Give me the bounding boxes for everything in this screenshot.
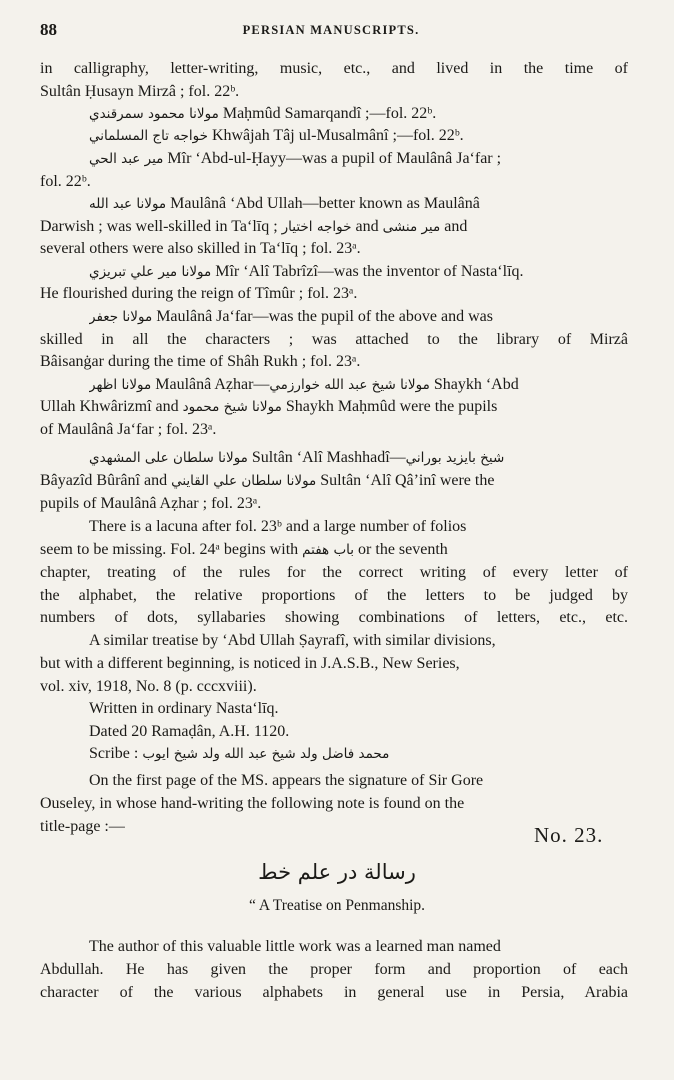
text-line: of Maulânâ Ja‘far ; fol. 23ᵃ. (40, 421, 217, 438)
text-line: several others were also skilled in Ta‘līq ; fol. 23ᵃ. (40, 240, 361, 257)
entry-text: Sultân ‘Alî Qâ’inî were the (320, 472, 495, 489)
text-line (89, 447, 628, 469)
text-line: the alphabet, the relative proportions of the letters to be judged by (40, 587, 628, 604)
entry-title-arabic: رسالة در علم خط (258, 860, 416, 884)
text-line (89, 306, 628, 328)
entry-text: and (444, 218, 468, 235)
text-line (89, 125, 628, 147)
text-line: Written in ordinary Nasta‘līq. (89, 700, 279, 717)
text-line: There is a lacuna after fol. 23ᵇ and a large number of folios (89, 518, 467, 535)
entry-text: and (355, 218, 379, 235)
arabic-name: خواجه اختيار (281, 219, 352, 235)
text-line: skilled in all the characters ; was attached to the library of Mirzâ (40, 331, 628, 348)
arabic-name: مولانا سلطان علي القايني (171, 473, 317, 489)
arabic-name: باب هفتم (302, 542, 355, 558)
entry-title-english: “ A Treatise on Penmanship. (248, 897, 426, 914)
entry-text: Mîr ‘Alî Tabrîzî—was the inventor of Nasta‘līq. (215, 263, 524, 280)
text-line: Bâisanġar during the time of Shâh Rukh ; fol. 23ᵃ. (40, 353, 361, 370)
entry-text: Khwâjah Tâj ul-Musalmânî ;—fol. 22ᵇ. (211, 127, 464, 144)
scribe-label: Scribe : (89, 745, 139, 762)
text-line (89, 261, 628, 283)
arabic-name: مولانا شيخ محمود (182, 399, 282, 415)
page-number: 88 (40, 20, 57, 39)
running-head: PERSIAN MANUSCRIPTS. (242, 23, 420, 37)
text-line: A similar treatise by ‘Abd Ullah Ṣayrafî, with similar divisions, (89, 632, 496, 649)
entry-text: Maulânâ Ja‘far—was the pupil of the above and was (156, 308, 493, 325)
arabic-name: مولانا شيخ عبد الله خوارزمي (269, 377, 430, 393)
text-line (40, 539, 628, 561)
arabic-name: مولانا اظهر (89, 377, 152, 393)
text-line (89, 374, 628, 396)
text-line (89, 103, 628, 125)
text-line: Abdullah. He has given the proper form and proportion of each (40, 961, 628, 978)
entry-text: or the seventh (358, 541, 448, 558)
entry-text: Maulânâ Aẓhar— (155, 376, 270, 393)
text-line: He flourished during the reign of Tîmûr ; fol. 23ᵃ. (40, 285, 358, 302)
entry-number: No. 23. (534, 823, 604, 847)
text-line: pupils of Maulânâ Aẓhar ; fol. 23ᵃ. (40, 495, 262, 512)
arabic-name: مولانا مير علي تبريزي (89, 264, 212, 280)
text-line: fol. 22ᵇ. (40, 173, 91, 190)
entry-text: Maḥmûd Samarqandî ;—fol. 22ᵇ. (222, 105, 437, 122)
arabic-name: مولانا عبد الله (89, 196, 167, 212)
text-line (89, 193, 628, 215)
text-line: The author of this valuable little work was a learned man named (89, 938, 501, 955)
text-line: title-page :— (40, 818, 125, 835)
text-line: Ouseley, in whose hand-writing the following note is found on the (40, 795, 465, 812)
entry-text: Maulânâ ‘Abd Ullah—better known as Maulânâ (170, 195, 480, 212)
text-line: vol. xiv, 1918, No. 8 (p. cccxviii). (40, 678, 257, 695)
arabic-name: محمد فاضل ولد شيخ عبد الله ولد شيخ ايوب (142, 746, 390, 762)
text-line: chapter, treating of the rules for the correct writing of every letter of (40, 564, 628, 581)
text-line: but with a different beginning, is noticed in J.A.S.B., New Series, (40, 655, 460, 672)
text-line: On the first page of the MS. appears the signature of Sir Gore (89, 772, 484, 789)
text-line (40, 396, 628, 418)
entry-text: Bâyazîd Bûrânî and (40, 472, 168, 489)
entry-text: Sultân ‘Alî Mashhadî— (251, 449, 406, 466)
entry-text: seem to be missing. Fol. 24ᵃ begins with (40, 541, 299, 558)
text-line: in calligraphy, letter-writing, music, etc., and lived in the time of (40, 60, 628, 77)
arabic-name: مولانا جعفر (89, 309, 153, 325)
arabic-name: مير منشى (382, 219, 441, 235)
entry-text: Shaykh Maḥmûd were the pupils (285, 398, 498, 415)
arabic-name: مير عبد الحي (89, 151, 164, 167)
entry-text: Mîr ‘Abd-ul-Ḥayy—was a pupil of Maulânâ Ja‘far ; (167, 150, 502, 167)
text-line: Dated 20 Ramaḍân, A.H. 1120. (89, 723, 290, 740)
entry-text: Darwish ; was well-skilled in Ta‘līq ; (40, 218, 278, 235)
arabic-name: شيخ بايزيد بوراني (405, 450, 505, 466)
text-line: Sultân Ḥusayn Mirzâ ; fol. 22ᵇ. (40, 83, 240, 100)
entry-text: Shaykh ‘Abd (433, 376, 519, 393)
text-line (40, 470, 628, 492)
arabic-name: مولانا محمود سمرقندي (89, 106, 219, 122)
text-line (40, 216, 628, 238)
arabic-name: مولانا سلطان على المشهدي (89, 450, 248, 466)
text-line: character of the various alphabets in general use in Persia, Arabia (40, 984, 628, 1001)
text-line (89, 148, 628, 170)
text-line (89, 743, 628, 765)
entry-text: Ullah Khwârizmî and (40, 398, 179, 415)
page-header (40, 20, 622, 42)
text-line: numbers of dots, syllabaries showing combinations of letters, etc., etc. (40, 609, 628, 626)
arabic-name: خواجه تاج المسلماني (89, 128, 208, 144)
